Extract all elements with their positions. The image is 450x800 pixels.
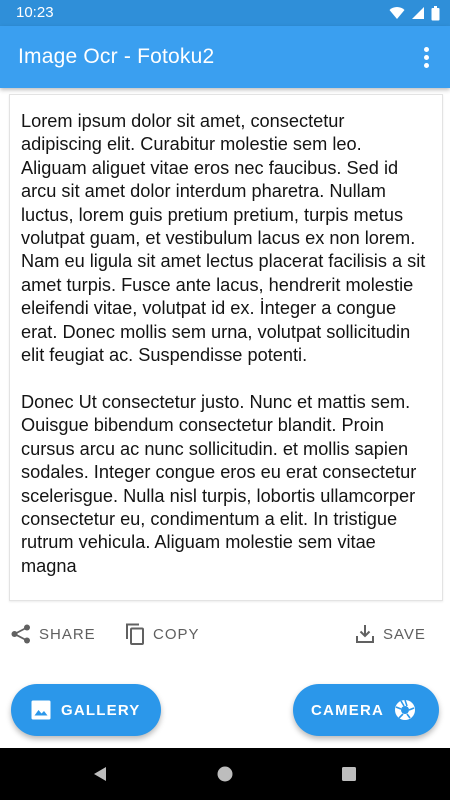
download-icon: [354, 623, 376, 645]
action-row: [0, 618, 450, 650]
gallery-label: GALLERY: [61, 701, 141, 719]
menu-dot: [424, 47, 429, 52]
wifi-icon: [389, 6, 405, 20]
share-label: SHARE: [39, 625, 96, 643]
ocr-result-text[interactable]: Lorem ipsum dolor sit amet, consectetur adipiscing elit. Curabitur molestie sem leo. Aliguam aliguet vitae eros nec faucibus. Sed id arcu sit amet dolor interdum pharetra. Nullam luctus, lorem guis pretium pretium, turpis metus volutpat guam, et vestibulum lacus ex non lorem. Nam eu ligula sit amet lectus placerat facilisis a sit amet turpis. Fusce ante lacus, hendrerit molestie eleifendi vitae, volutpat id ex. İnteger a congue erat. Donec mollis sem urna, volutpat sollicitudin elit feugiat ac. Suspendisse potenti. Donec Ut consectetur justo. Nunc et mattis sem. Ouisgue bibendum consectetur blandit. Proin cursus arcu ac nunc sollicitudin. et mollis sapien sodales. Integer congue eros eu erat consectetur scelerisgue. Nulla nisl turpis, lobortis ullamcorper consectetur eu, condimentum a elit. In tristigue rutrum vehicula. Aliguam molestie sem vitae magna: [21, 111, 426, 576]
copy-icon: [124, 622, 146, 646]
home-icon: [216, 765, 234, 783]
recent-apps-button[interactable]: [337, 762, 361, 786]
battery-icon: [431, 6, 440, 21]
copy-label: COPY: [153, 625, 200, 643]
ocr-result-card: [9, 94, 443, 601]
aperture-icon: [394, 699, 416, 721]
status-bar: [0, 0, 450, 26]
camera-button[interactable]: [293, 684, 439, 736]
app-bar: [0, 26, 450, 88]
share-icon: [10, 623, 32, 645]
copy-button[interactable]: [124, 618, 200, 650]
menu-dot: [424, 55, 429, 60]
menu-dot: [424, 63, 429, 68]
save-button[interactable]: [354, 618, 426, 650]
app-title: Image Ocr - Fotoku2: [18, 45, 215, 68]
back-icon: [91, 765, 109, 783]
save-label: SAVE: [383, 625, 426, 643]
home-button[interactable]: [213, 762, 237, 786]
camera-label: CAMERA: [311, 701, 385, 719]
image-icon: [31, 700, 51, 720]
system-nav-bar: [0, 748, 450, 800]
status-time: 10:23: [16, 4, 54, 21]
overflow-menu-icon[interactable]: [412, 40, 440, 74]
recent-apps-icon: [341, 766, 357, 782]
share-button[interactable]: [10, 618, 96, 650]
signal-icon: [411, 6, 425, 20]
back-button[interactable]: [88, 762, 112, 786]
gallery-button[interactable]: [11, 684, 161, 736]
status-icons: [389, 5, 440, 21]
